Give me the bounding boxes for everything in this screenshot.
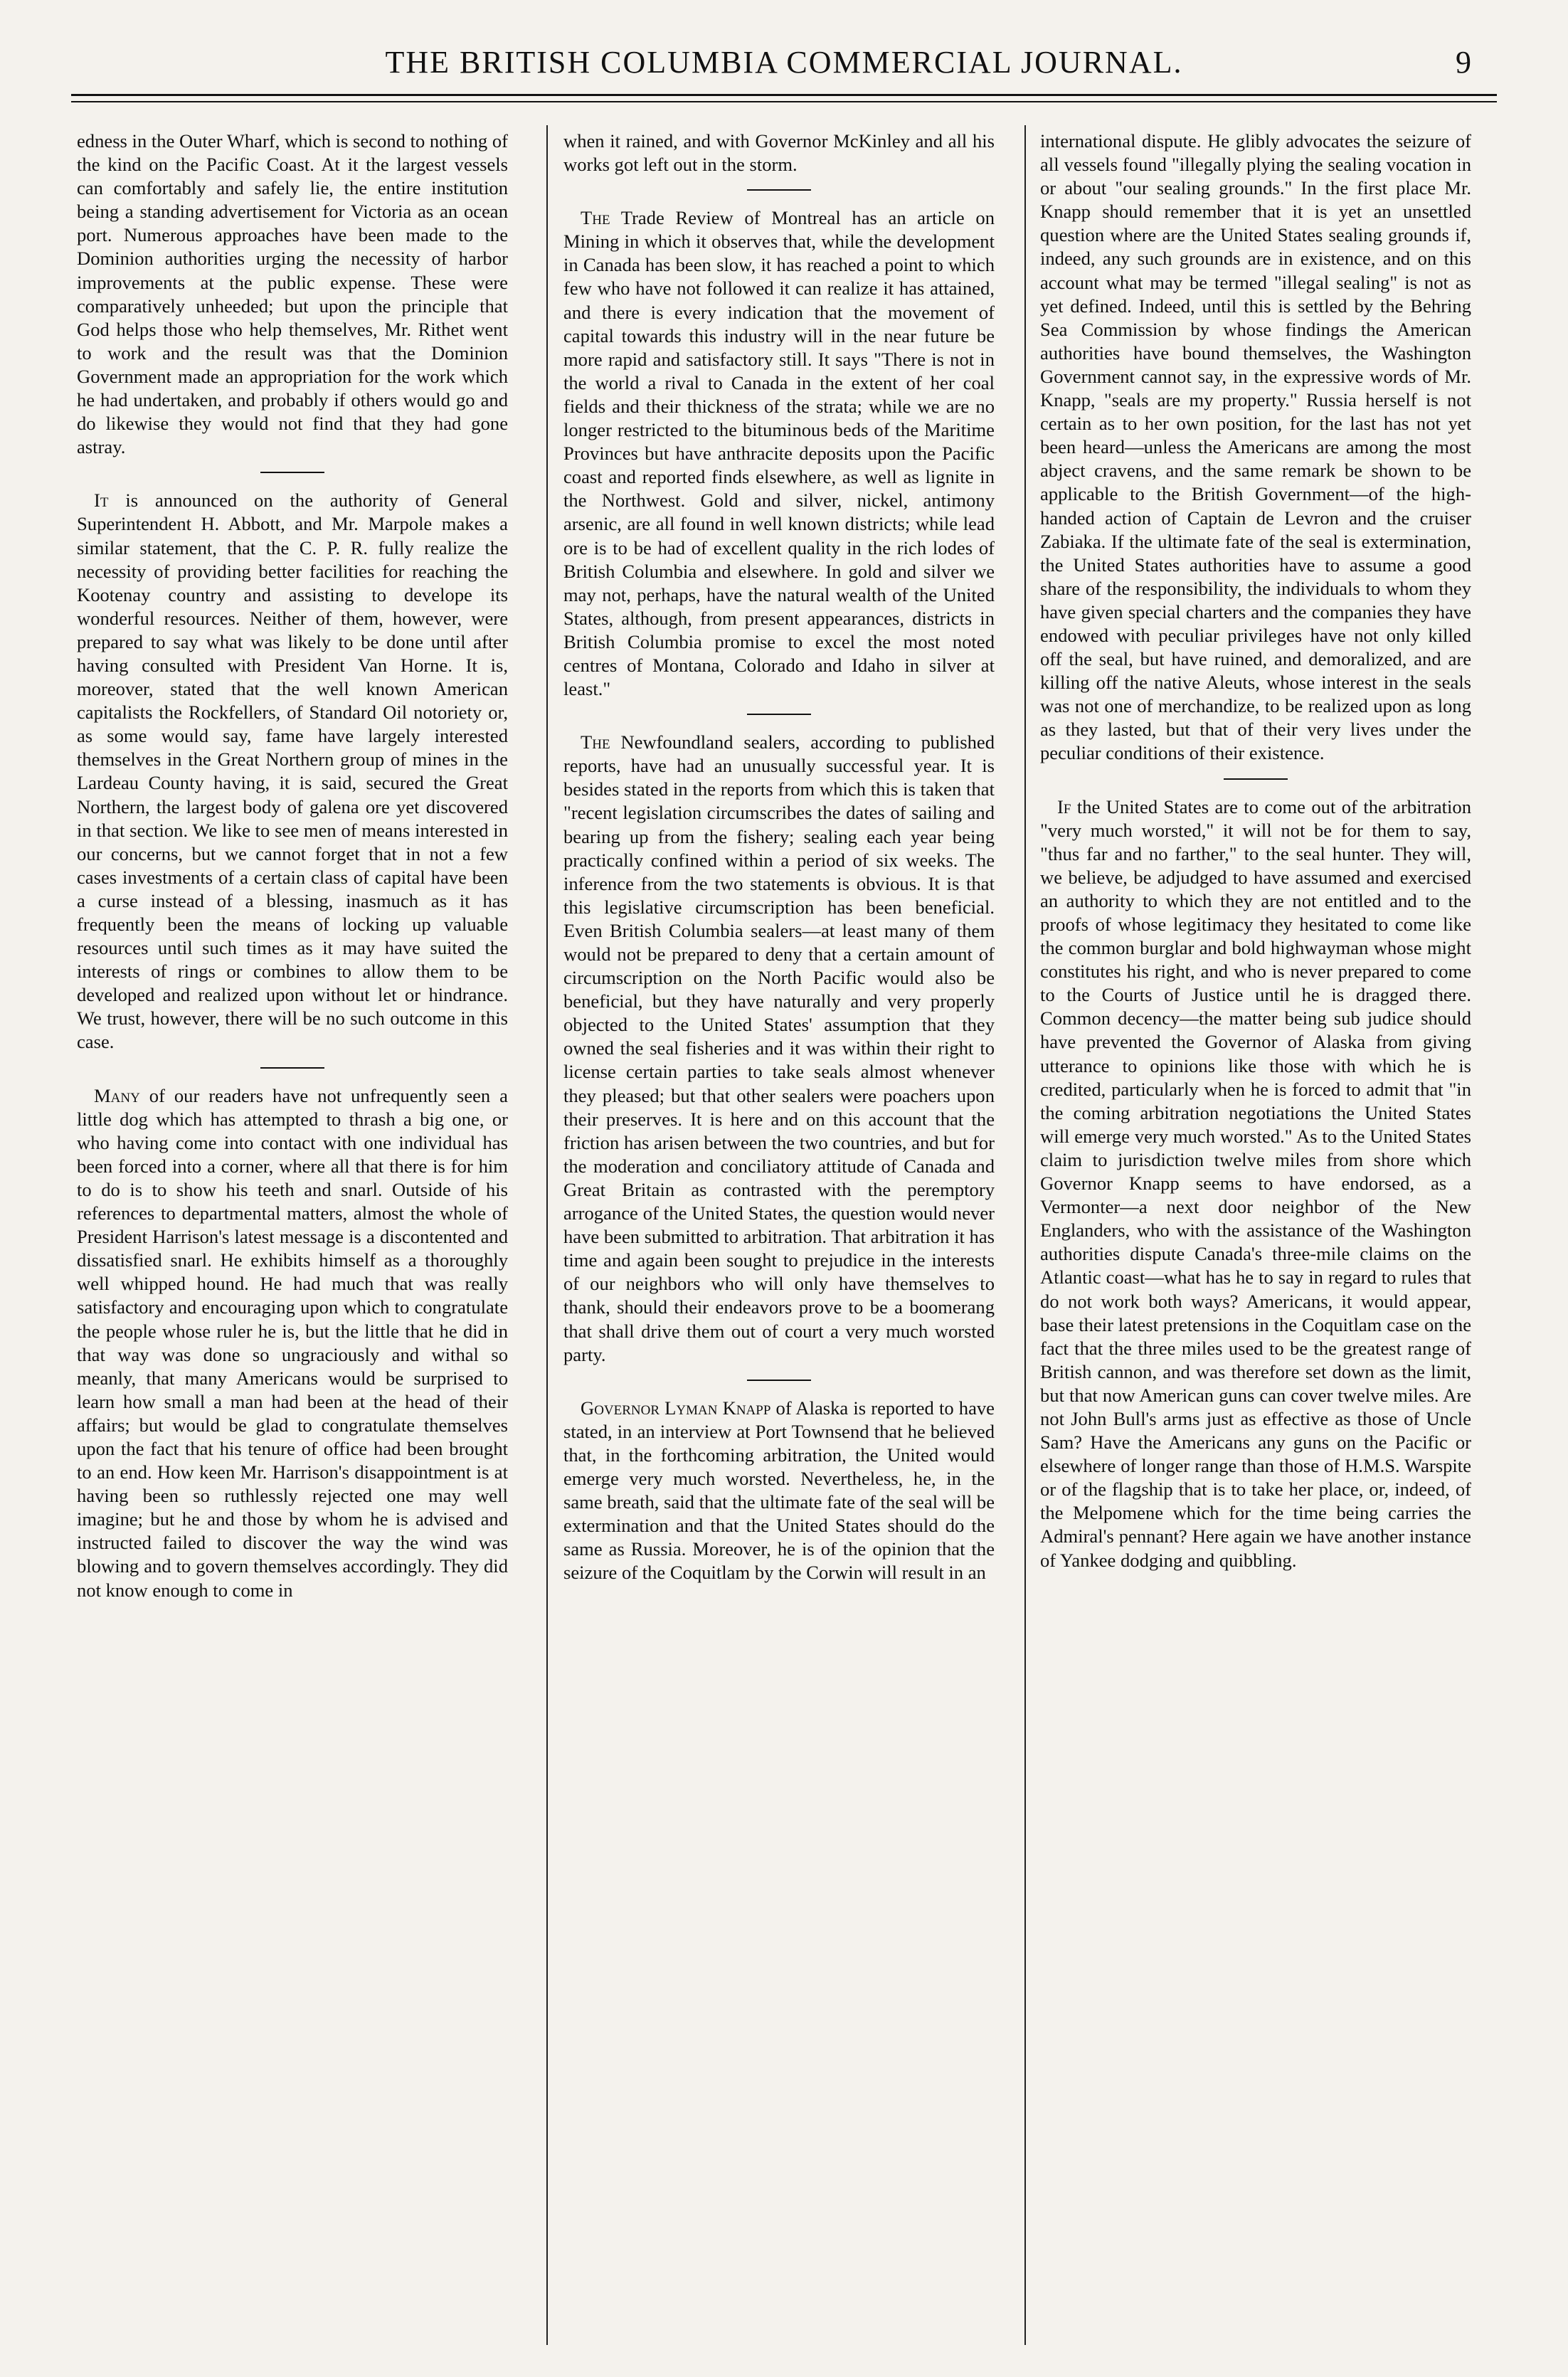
- paragraph-text: of Alaska is reported to have stated, in an interview at Port Townsend that he believed that, in the forthcoming arbitration, the United would emerge very much worsted. Nevertheless, he, in the same breath, said that the ultimate fate of the seal will be extermination and that the United States should do the same as Russia. Moreover, he is of the opinion that the seizure of the Coquitlam by the Corwin will result in an: [563, 1397, 995, 1584]
- article-paragraph: [1040, 795, 1471, 1572]
- article-paragraph: [563, 129, 995, 176]
- lead-word: It: [94, 489, 109, 512]
- article-paragraph: [563, 1397, 995, 1585]
- column-1: [77, 129, 508, 1602]
- masthead-rule-bottom: [71, 101, 1497, 102]
- column-divider: [546, 125, 548, 2345]
- article-paragraph: [77, 489, 508, 1054]
- article-separator: [260, 1067, 324, 1069]
- journal-title: THE BRITISH COLUMBIA COMMERCIAL JOURNAL.: [385, 45, 1183, 80]
- lead-word: Governor Lyman Knapp: [581, 1397, 771, 1419]
- lead-word: If: [1057, 795, 1071, 817]
- paragraph-text: Newfoundland sealers, according to published reports, have had an unusually successful year. It is besides stated in the reports from which this is taken that "recent legislation circumscribes the dates of sailing and bearing up from the fishery; sealing each year being practically confined within a period of six weeks. The inference from the two statements is obvious. It is that this legislative circumscription has been beneficial. Even British Columbia sealers—at least many of them would not be prepared to deny that a certain amount of circumscription on the North Pacific would also be beneficial, but they have naturally and very properly objected to the United States' assumption that they owned the seal fisheries and it was within their right to license certain parties to take seals almost whenever they pleased; but that other sealers were poachers upon their preserves. It is here and on this account that the friction has arisen between the two countries, and but for the moderation and conciliatory attitude of Canada and Great Britain as contrasted with the peremptory arrogance of the United States, the question would never have been submitted to arbitration. That arbitration it has time and again been sought to prejudice in the interests of our neighbors who will only have themselves to thank, should their endeavors prove to be a boomerang that shall drive them out of court a very much worsted party.: [563, 731, 995, 1365]
- lead-word: Many: [94, 1084, 140, 1106]
- article-separator: [1224, 778, 1288, 780]
- article-paragraph: [563, 731, 995, 1367]
- paragraph-text: edness in the Outer Wharf, which is second to nothing of the kind on the Pacific Coast. At it the largest vessels can comfortably and safely lie, the entire institution being a standing advertisement for Victoria as an ocean port. Numerous approaches have been made to the Dominion authorities urging the necessity of harbor improvements at the public expense. These were comparatively unheeded; but upon the principle that God helps those who help themselves, Mr. Rithet went to work and the result was that the Dominion Government made an appropriation for the work which he had undertaken, and probably if others would go and do likewise they would not find that they had gone astray.: [77, 130, 508, 458]
- article-paragraph: [77, 129, 508, 459]
- paragraph-text: of our readers have not unfrequently seen a little dog which has attempted to thrash a big one, or who having come into contact with one individual has been forced into a corner, where all that there is for him to do is to show his teeth and snarl. Outside of his references to departmental matters, almost the whole of President Harrison's latest message is a discontented and dissatisfied snarl. He exhibits himself as a thoroughly well whipped hound. He had much that was really satisfactory and encouraging upon which to congratulate the people whose ruler he is, but the little that he did in that way was done so ungraciously and withal so meanly, that many Americans would be surprised to learn how small a man had been at the head of their affairs; but would be glad to congratulate themselves upon the fact that his tenure of office had been brought to an end. How keen Mr. Harrison's disappointment is at having been so ruthlessly rejected one may well imagine; but he and those by whom he is advised and instructed failed to discover the way the wind was blowing and to govern themselves accordingly. They did not know enough to come in: [77, 1084, 508, 1601]
- article-paragraph: [563, 206, 995, 701]
- article-separator: [747, 714, 811, 715]
- column-divider: [1024, 125, 1026, 2345]
- article-paragraph: [77, 1084, 508, 1602]
- paragraph-text: Trade Review of Montreal has an article on Mining in which it observes that, while the development in Canada has been slow, it has reached a point to which few who have not followed it can realize it has attained, and there is every indication that the movement of capital towards this industry will in the near future be more rapid and satisfactory still. It says "There is not in the world a rival to Canada in the extent of her coal fields and their thickness of the strata; while we are no longer restricted to the bituminous beds of the Maritime Provinces but have anthracite deposits upon the Pacific coast and reported finds elsewhere, as well as lignite in the Northwest. Gold and silver, nickel, antimony arsenic, are all found in well known districts; while lead ore is to be had of excellent quality in the rich lodes of British Columbia and elsewhere. In gold and silver we may not, perhaps, have the natural wealth of the United States, although, from present appearances, districts in British Columbia promise to excel the most noted centres of Montana, Colorado and Idaho in silver at least.": [563, 207, 995, 700]
- article-paragraph: [1040, 129, 1471, 766]
- column-3: [1040, 129, 1471, 1572]
- article-separator: [260, 472, 324, 473]
- page-number: 9: [1456, 45, 1471, 80]
- paragraph-text: the United States are to come out of the arbitration "very much worsted," it will not be for them to say, "thus far and no farther," to the seal hunter. They will, we believe, be adjudged to have assumed and exercised an authority to which they are not entitled and to the proofs of whose legitimacy they hesitated to come like the common burglar and bold highwayman whose might constitutes his right, and who is never prepared to come to the Courts of Justice until he is dragged there. Common decency—the matter being sub judice should have prevented the Governor of Alaska from giving utterance to opinions like those with which he is credited, particularly when he is forced to admit that "in the coming arbitration negotiations the United States will emerge very much worsted." As to the United States claim to jurisdiction twelve miles from shore which Governor Knapp seems to have endorsed, as a Vermonter—a next door neighbor of the New Englanders, who with the assistance of the Washington authorities dispute Canada's three-mile claims on the Atlantic coast—what has he to say in regard to rules that do not work both ways? Americans, it would appear, base their latest pretensions in the Coquitlam case on the fact that the three miles used to be the greatest range of British cannon, and was therefore set down as the limit, but that now American guns can cover twelve miles. Are not John Bull's arms just as effective as those of Uncle Sam? Have the Americans any guns on the Pacific or elsewhere of longer range than those of H.M.S. Warspite or of the flagship that is to take her place, or, indeed, of the Melpomene which for the time being carries the Admiral's pennant? Here again we have another instance of Yankee dodging and quibbling.: [1040, 795, 1471, 1571]
- lead-word: The: [581, 731, 610, 753]
- article-separator: [747, 1380, 811, 1381]
- paragraph-text: when it rained, and with Governor McKinley and all his works got left out in the storm.: [563, 130, 995, 176]
- paragraph-text: is announced on the authority of General Superintendent H. Abbott, and Mr. Marpole makes a similar statement, that the C. P. R. fully realize the necessity of providing better facilities for reaching the Kootenay country and assisting to develope its wonderful resources. Neither of them, however, were prepared to say what was likely to be done until after having consulted with President Van Horne. It is, moreover, stated that the well known American capitalists the Rockfellers, of Standard Oil notoriety or, as some would say, fame have largely interested themselves in the Great Northern group of mines in the Lardeau County having, it is said, secured the Great Northern, the largest body of galena ore yet discovered in that section. We like to see men of means interested in our concerns, but we cannot forget that in not a few cases investments of a certain class of capital have been a curse instead of a blessing, inasmuch as it has frequently been the means of locking up valuable resources until such times as it may have suited the interests of rings or combines to allow them to be developed and realized upon without let or hindrance. We trust, however, there will be no such outcome in this case.: [77, 489, 508, 1053]
- article-separator: [747, 189, 811, 191]
- lead-word: The: [581, 207, 610, 229]
- column-2: [563, 129, 995, 1584]
- masthead: [71, 44, 1497, 87]
- paragraph-text: international dispute. He glibly advocates the seizure of all vessels found "illegally plying the sealing vocation in or about "our sealing grounds." In the first place Mr. Knapp should remember that it is yet an unsettled question where are the United States sealing grounds if, indeed, any such grounds are in existence, and on this account what may be termed "illegal sealing" is not as yet defined. Indeed, until this is settled by the Behring Sea Commission by whose findings the American authorities have bound themselves, the Washington Government cannot say, in the expressive words of Mr. Knapp, "seals are my property." Russia herself is not certain as to her own position, for the last has not yet been heard—unless the Americans are among the most abject cravens, and the same remark be shown to be applicable to the British Government—of the high-handed action of Captain de Levron and the cruiser Zabiaka. If the ultimate fate of the seal is extermination, the United States authorities have to assume a good share of the responsibility, the individuals to whom they have given special charters and the companies they have endowed with peculiar privileges have not only killed off the seal, but have ruined, and demoralized, and are killing off the native Aleuts, whose interest in the seals was not one of merchandize, to be realized upon as long as they lasted, but that of their very lives under the peculiar conditions of their existence.: [1040, 130, 1471, 764]
- masthead-rule-top: [71, 94, 1497, 96]
